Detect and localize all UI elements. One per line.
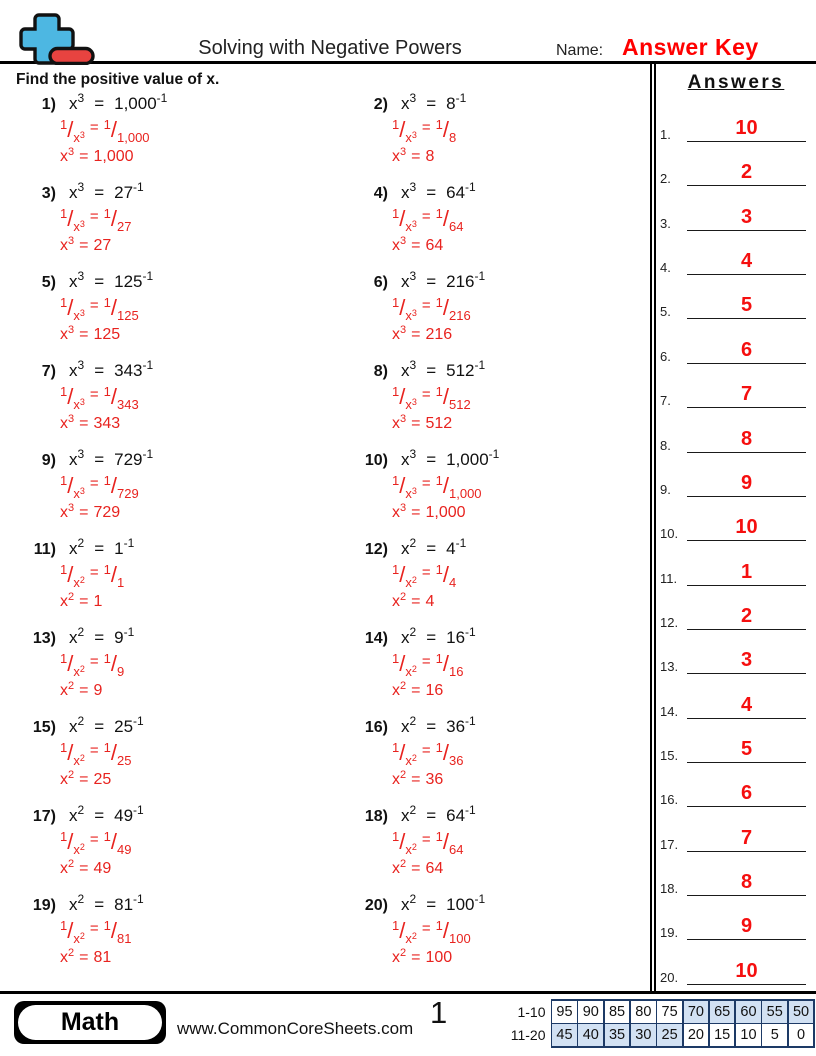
fraction-denominator: $x^3$ bbox=[73, 219, 85, 234]
fraction-denominator: $x^2$ bbox=[405, 842, 417, 857]
problem-expression: $x^3 = 729^{-1}$ bbox=[69, 447, 154, 469]
answer-entry-number: 13. bbox=[660, 659, 679, 675]
problem-expression: $x^2 = 49^{-1}$ bbox=[69, 803, 144, 825]
fraction-denominator: $x^2$ bbox=[73, 753, 85, 768]
score-range-label: 11-20 bbox=[510, 1027, 546, 1044]
score-cell: 85 bbox=[605, 1001, 630, 1023]
problem-item bbox=[16, 269, 348, 361]
score-cell: 10 bbox=[736, 1024, 761, 1046]
solution-step-fraction: $1/x^3 = 1/343$ bbox=[60, 384, 139, 412]
score-cell: 95 bbox=[552, 1001, 577, 1023]
answer-blank-line bbox=[687, 596, 806, 630]
answer-value: 5 bbox=[740, 294, 753, 317]
problem-item bbox=[348, 180, 650, 272]
solution-step-fraction: $1/x^3 = 1/27$ bbox=[60, 206, 132, 234]
problem-number: 16) bbox=[364, 719, 388, 736]
score-cell: 65 bbox=[710, 1001, 735, 1023]
problem-number: 12) bbox=[364, 541, 388, 558]
problem-equation bbox=[16, 358, 348, 381]
answer-entry-number: 9. bbox=[660, 481, 671, 497]
answer-entry bbox=[660, 729, 806, 763]
answer-entry-number: 10. bbox=[660, 526, 679, 542]
problem-equation bbox=[348, 803, 650, 826]
solution-step-fraction: $1/x^2 = 1/1$ bbox=[60, 562, 125, 590]
solution-step-result: $x^3 = 1,000$ bbox=[60, 146, 134, 165]
problem-item bbox=[16, 536, 348, 628]
problem-item bbox=[16, 447, 348, 539]
problem-expression: $x^3 = 64^{-1}$ bbox=[401, 180, 476, 202]
problem-equation bbox=[348, 892, 650, 915]
problem-expression: $x^2 = 25^{-1}$ bbox=[69, 714, 144, 736]
answer-entry bbox=[660, 862, 806, 896]
problem-item bbox=[348, 536, 650, 628]
page-number: 1 bbox=[430, 995, 448, 1030]
answer-blank-line bbox=[687, 685, 806, 719]
answer-value: 10 bbox=[735, 117, 758, 139]
problem-item bbox=[348, 714, 650, 806]
solution-step-result: $x^2 = 25$ bbox=[60, 769, 112, 788]
answer-entry-number: 8. bbox=[660, 437, 671, 453]
answer-entry bbox=[660, 773, 806, 807]
page-title: Solving with Negative Powers bbox=[198, 37, 462, 59]
problem-item bbox=[348, 269, 650, 361]
problem-number: 20) bbox=[364, 897, 388, 914]
problem-item bbox=[16, 91, 348, 183]
solution-step-result: $x^2 = 81$ bbox=[60, 947, 112, 966]
score-cell: 90 bbox=[578, 1001, 603, 1023]
fraction-denominator: $x^2$ bbox=[73, 842, 85, 857]
solution-step-result: $x^3 = 512$ bbox=[392, 413, 453, 432]
answer-value: 2 bbox=[740, 604, 753, 627]
fraction-denominator: $x^3$ bbox=[73, 397, 85, 412]
problem-equation bbox=[348, 536, 650, 559]
answer-blank-line bbox=[687, 197, 806, 231]
solution-step-fraction: $1/x^2 = 1/25$ bbox=[60, 740, 132, 768]
answer-blank-line bbox=[687, 773, 806, 807]
answer-entry bbox=[660, 685, 806, 719]
solution-step-result: $x^3 = 125$ bbox=[60, 324, 121, 343]
solution-step-fraction: $1/x^2 = 1/49$ bbox=[60, 829, 132, 857]
answers-list bbox=[656, 94, 816, 991]
answer-entry-number: 17. bbox=[660, 836, 679, 852]
solution-step-result: $x^3 = 27$ bbox=[60, 235, 112, 254]
answer-entry bbox=[660, 463, 806, 497]
score-cell: 5 bbox=[762, 1024, 787, 1046]
problem-equation bbox=[348, 714, 650, 737]
problem-number: 8) bbox=[373, 363, 388, 380]
solution-step-result: $x^2 = 4$ bbox=[392, 591, 435, 610]
answer-entry-number: 4. bbox=[660, 260, 671, 276]
answer-entry bbox=[660, 285, 806, 319]
problem-equation bbox=[16, 536, 348, 559]
solution-step-fraction: $1/x^2 = 1/64$ bbox=[392, 829, 464, 857]
answer-blank-line bbox=[687, 507, 806, 541]
answer-value: 4 bbox=[740, 250, 753, 273]
problem-item bbox=[16, 180, 348, 272]
answer-blank-line bbox=[687, 906, 806, 940]
score-table bbox=[511, 999, 815, 1048]
answer-blank-line bbox=[687, 108, 806, 142]
answer-value: 3 bbox=[740, 205, 753, 228]
problem-number: 3) bbox=[41, 185, 56, 202]
problem-item bbox=[16, 625, 348, 717]
answer-entry-number: 3. bbox=[660, 215, 671, 231]
answer-value: 4 bbox=[740, 693, 753, 716]
score-cell: 45 bbox=[552, 1024, 577, 1046]
problem-item bbox=[348, 892, 650, 984]
problem-number: 10) bbox=[364, 452, 388, 469]
answer-entry-number: 6. bbox=[660, 348, 671, 364]
solution-step-result: $x^2 = 100$ bbox=[392, 947, 453, 966]
answer-value: 9 bbox=[740, 915, 753, 938]
answer-entry bbox=[660, 507, 806, 541]
answer-entry bbox=[660, 596, 806, 630]
score-cell: 0 bbox=[789, 1024, 814, 1046]
answer-entry-number: 15. bbox=[660, 748, 679, 764]
problem-equation bbox=[16, 803, 348, 826]
problem-number: 13) bbox=[32, 630, 56, 647]
score-cell: 75 bbox=[657, 1001, 682, 1023]
problem-number: 6) bbox=[373, 274, 388, 291]
fraction-denominator: $x^3$ bbox=[405, 130, 417, 145]
answer-entry bbox=[660, 152, 806, 186]
problem-item bbox=[348, 358, 650, 450]
problem-number: 14) bbox=[364, 630, 388, 647]
problem-equation bbox=[348, 269, 650, 292]
problem-number: 11) bbox=[33, 541, 56, 558]
score-grid bbox=[551, 999, 816, 1048]
score-labels bbox=[511, 999, 551, 1048]
subject-badge bbox=[14, 1001, 166, 1044]
solution-step-result: $x^3 = 729$ bbox=[60, 502, 121, 521]
answer-blank-line bbox=[687, 330, 806, 364]
answer-entry-number: 11. bbox=[660, 570, 678, 586]
problem-equation bbox=[348, 358, 650, 381]
answer-blank-line bbox=[687, 640, 806, 674]
answer-value: 6 bbox=[740, 338, 753, 361]
problem-item bbox=[348, 447, 650, 539]
score-cell: 70 bbox=[684, 1001, 709, 1023]
score-cell: 60 bbox=[736, 1001, 761, 1023]
answer-value: 10 bbox=[735, 516, 758, 539]
solution-step-result: $x^2 = 9$ bbox=[60, 680, 103, 699]
answer-value: 7 bbox=[740, 826, 753, 849]
problem-expression: $x^3 = 1,000^{-1}$ bbox=[69, 91, 168, 113]
answer-entry-number: 7. bbox=[660, 393, 671, 409]
solution-step-fraction: $1/x^2 = 1/100$ bbox=[392, 918, 471, 946]
problem-number: 15) bbox=[32, 719, 56, 736]
answer-entry bbox=[660, 640, 806, 674]
problem-number: 1) bbox=[41, 96, 56, 113]
problem-equation bbox=[16, 714, 348, 737]
answer-value: 7 bbox=[740, 383, 753, 406]
problem-item bbox=[348, 625, 650, 717]
problem-item bbox=[348, 91, 650, 183]
score-cell: 25 bbox=[657, 1024, 682, 1046]
problem-expression: $x^2 = 16^{-1}$ bbox=[401, 625, 476, 647]
answer-entry bbox=[660, 906, 806, 940]
answer-value: 10 bbox=[735, 959, 758, 982]
answer-entry bbox=[660, 951, 806, 985]
answer-entry bbox=[660, 818, 806, 852]
problem-number: 19) bbox=[32, 897, 56, 914]
problem-expression: $x^2 = 4^{-1}$ bbox=[401, 536, 467, 558]
problem-expression: $x^3 = 512^{-1}$ bbox=[401, 358, 486, 380]
answer-entry bbox=[660, 419, 806, 453]
problem-expression: $x^3 = 343^{-1}$ bbox=[69, 358, 154, 380]
answer-entry bbox=[660, 330, 806, 364]
problem-number: 7) bbox=[41, 363, 56, 380]
problem-equation bbox=[348, 625, 650, 648]
answer-entry-number: 16. bbox=[660, 792, 679, 808]
score-range-label: 1-10 bbox=[517, 1003, 546, 1020]
problem-equation bbox=[16, 180, 348, 203]
problem-number: 5) bbox=[41, 274, 56, 291]
answer-blank-line bbox=[687, 818, 806, 852]
answer-entry bbox=[660, 241, 806, 275]
solution-step-fraction: $1/x^3 = 1/729$ bbox=[60, 473, 139, 501]
answer-value: 8 bbox=[740, 871, 753, 894]
problem-expression: $x^2 = 81^{-1}$ bbox=[69, 892, 144, 914]
problem-expression: $x^2 = 36^{-1}$ bbox=[401, 714, 476, 736]
solution-step-result: $x^2 = 36$ bbox=[392, 769, 444, 788]
main-area bbox=[0, 64, 816, 991]
answer-blank-line bbox=[687, 951, 806, 985]
problem-number: 18) bbox=[364, 808, 388, 825]
fraction-denominator: $x^3$ bbox=[73, 308, 85, 323]
answer-blank-line bbox=[687, 862, 806, 896]
solution-step-fraction: $1/x^3 = 1/125$ bbox=[60, 295, 139, 323]
answer-value: 5 bbox=[740, 738, 753, 761]
answer-entry-number: 19. bbox=[660, 925, 679, 941]
solution-step-result: $x^3 = 64$ bbox=[392, 235, 444, 254]
problem-expression: $x^3 = 125^{-1}$ bbox=[69, 269, 154, 291]
solution-step-result: $x^3 = 8$ bbox=[392, 146, 435, 165]
score-cell: 15 bbox=[710, 1024, 735, 1046]
fraction-denominator: $x^2$ bbox=[405, 931, 417, 946]
problems-grid bbox=[16, 91, 650, 984]
solution-step-result: $x^2 = 64$ bbox=[392, 858, 444, 877]
problem-expression: $x^2 = 1^{-1}$ bbox=[69, 536, 135, 558]
answer-blank-line bbox=[687, 729, 806, 763]
answer-blank-line bbox=[687, 552, 806, 586]
score-cell: 40 bbox=[578, 1024, 603, 1046]
solution-step-fraction: $1/x^3 = 1/64$ bbox=[392, 206, 464, 234]
fraction-denominator: $x^3$ bbox=[405, 486, 417, 501]
problem-number: 17) bbox=[32, 808, 56, 825]
problem-expression: $x^2 = 100^{-1}$ bbox=[401, 892, 486, 914]
problem-item bbox=[348, 803, 650, 895]
problem-equation bbox=[16, 91, 348, 114]
problem-number: 9) bbox=[41, 452, 56, 469]
solution-step-fraction: $1/x^3 = 1/216$ bbox=[392, 295, 471, 323]
website-url: www.CommonCoreSheets.com bbox=[177, 1019, 414, 1038]
problem-number: 4) bbox=[373, 185, 388, 202]
fraction-denominator: $x^2$ bbox=[73, 664, 85, 679]
problem-equation bbox=[16, 892, 348, 915]
fraction-denominator: $x^3$ bbox=[405, 397, 417, 412]
answer-entry-number: 5. bbox=[660, 304, 671, 320]
answer-key-label: Answer Key bbox=[622, 34, 759, 60]
solution-step-fraction: $1/x^3 = 1/8$ bbox=[392, 117, 457, 145]
answer-entry bbox=[660, 374, 806, 408]
answer-blank-line bbox=[687, 241, 806, 275]
answer-value: 3 bbox=[740, 649, 753, 672]
answer-value: 1 bbox=[740, 560, 753, 583]
problem-equation bbox=[348, 180, 650, 203]
solution-step-fraction: $1/x^2 = 1/36$ bbox=[392, 740, 464, 768]
problem-expression: $x^3 = 8^{-1}$ bbox=[401, 91, 467, 113]
solution-step-fraction: $1/x^3 = 1/512$ bbox=[392, 384, 471, 412]
fraction-denominator: $x^2$ bbox=[405, 753, 417, 768]
answers-title: Answers bbox=[687, 72, 785, 93]
answer-entry-number: 2. bbox=[660, 171, 671, 187]
fraction-denominator: $x^2$ bbox=[405, 664, 417, 679]
answer-blank-line bbox=[687, 152, 806, 186]
answer-entry-number: 14. bbox=[660, 703, 679, 719]
problem-expression: $x^3 = 27^{-1}$ bbox=[69, 180, 144, 202]
fraction-denominator: $x^2$ bbox=[405, 575, 417, 590]
answer-blank-line bbox=[687, 374, 806, 408]
answer-entry bbox=[660, 552, 806, 586]
score-cell: 30 bbox=[631, 1024, 656, 1046]
score-cell: 35 bbox=[605, 1024, 630, 1046]
solution-step-result: $x^2 = 49$ bbox=[60, 858, 112, 877]
problems-column bbox=[0, 64, 650, 991]
answer-value: 8 bbox=[740, 427, 753, 450]
score-cell: 50 bbox=[789, 1001, 814, 1023]
fraction-denominator: $x^2$ bbox=[73, 931, 85, 946]
problem-expression: $x^2 = 9^{-1}$ bbox=[69, 625, 135, 647]
answers-panel bbox=[650, 64, 816, 991]
score-cell: 55 bbox=[762, 1001, 787, 1023]
answer-blank-line bbox=[687, 463, 806, 497]
answer-entry bbox=[660, 197, 806, 231]
name-label: Name: bbox=[556, 42, 604, 59]
answer-entry-number: 20. bbox=[660, 969, 679, 985]
answer-value: 9 bbox=[740, 471, 753, 494]
problem-equation bbox=[16, 269, 348, 292]
answer-value: 2 bbox=[740, 161, 753, 184]
solution-step-result: $x^3 = 1,000$ bbox=[392, 502, 466, 521]
problem-expression: $x^3 = 1,000^{-1}$ bbox=[401, 447, 500, 469]
answer-value: 6 bbox=[740, 782, 753, 805]
score-cell: 80 bbox=[631, 1001, 656, 1023]
answer-blank-line bbox=[687, 285, 806, 319]
solution-step-result: $x^3 = 343$ bbox=[60, 413, 121, 432]
solution-step-fraction: $1/x^2 = 1/9$ bbox=[60, 651, 125, 679]
problem-equation bbox=[348, 447, 650, 470]
problem-number: 2) bbox=[373, 96, 388, 113]
problem-item bbox=[16, 892, 348, 984]
answer-entry bbox=[660, 108, 806, 142]
answer-entry-number: 18. bbox=[660, 881, 679, 897]
problem-item bbox=[16, 358, 348, 450]
solution-step-result: $x^2 = 16$ bbox=[392, 680, 444, 699]
instruction-text: Find the positive value of x. bbox=[16, 71, 220, 88]
problem-expression: $x^3 = 216^{-1}$ bbox=[401, 269, 486, 291]
problem-item bbox=[16, 803, 348, 895]
solution-step-fraction: $1/x^3 = 1/1,000$ bbox=[392, 473, 482, 501]
answer-entry-number: 1. bbox=[660, 127, 671, 142]
problem-equation bbox=[16, 447, 348, 470]
solution-step-fraction: $1/x^3 = 1/1,000$ bbox=[60, 117, 150, 145]
fraction-denominator: $x^3$ bbox=[405, 219, 417, 234]
solution-step-result: $x^3 = 216$ bbox=[392, 324, 453, 343]
problem-expression: $x^2 = 64^{-1}$ bbox=[401, 803, 476, 825]
fraction-denominator: $x^3$ bbox=[405, 308, 417, 323]
subject-label: Math bbox=[18, 1005, 162, 1040]
header bbox=[0, 0, 816, 64]
problem-equation bbox=[348, 91, 650, 114]
fraction-denominator: $x^2$ bbox=[73, 575, 85, 590]
problem-equation bbox=[16, 625, 348, 648]
fraction-denominator: $x^3$ bbox=[73, 130, 85, 145]
solution-step-fraction: $1/x^2 = 1/4$ bbox=[392, 562, 457, 590]
fraction-denominator: $x^3$ bbox=[73, 486, 85, 501]
score-cell: 20 bbox=[684, 1024, 709, 1046]
problem-item bbox=[16, 714, 348, 806]
footer bbox=[0, 991, 816, 1056]
solution-step-result: $x^2 = 1$ bbox=[60, 591, 103, 610]
answer-entry-number: 12. bbox=[660, 614, 679, 630]
answer-blank-line bbox=[687, 419, 806, 453]
solution-step-fraction: $1/x^2 = 1/16$ bbox=[392, 651, 464, 679]
solution-step-fraction: $1/x^2 = 1/81$ bbox=[60, 918, 132, 946]
